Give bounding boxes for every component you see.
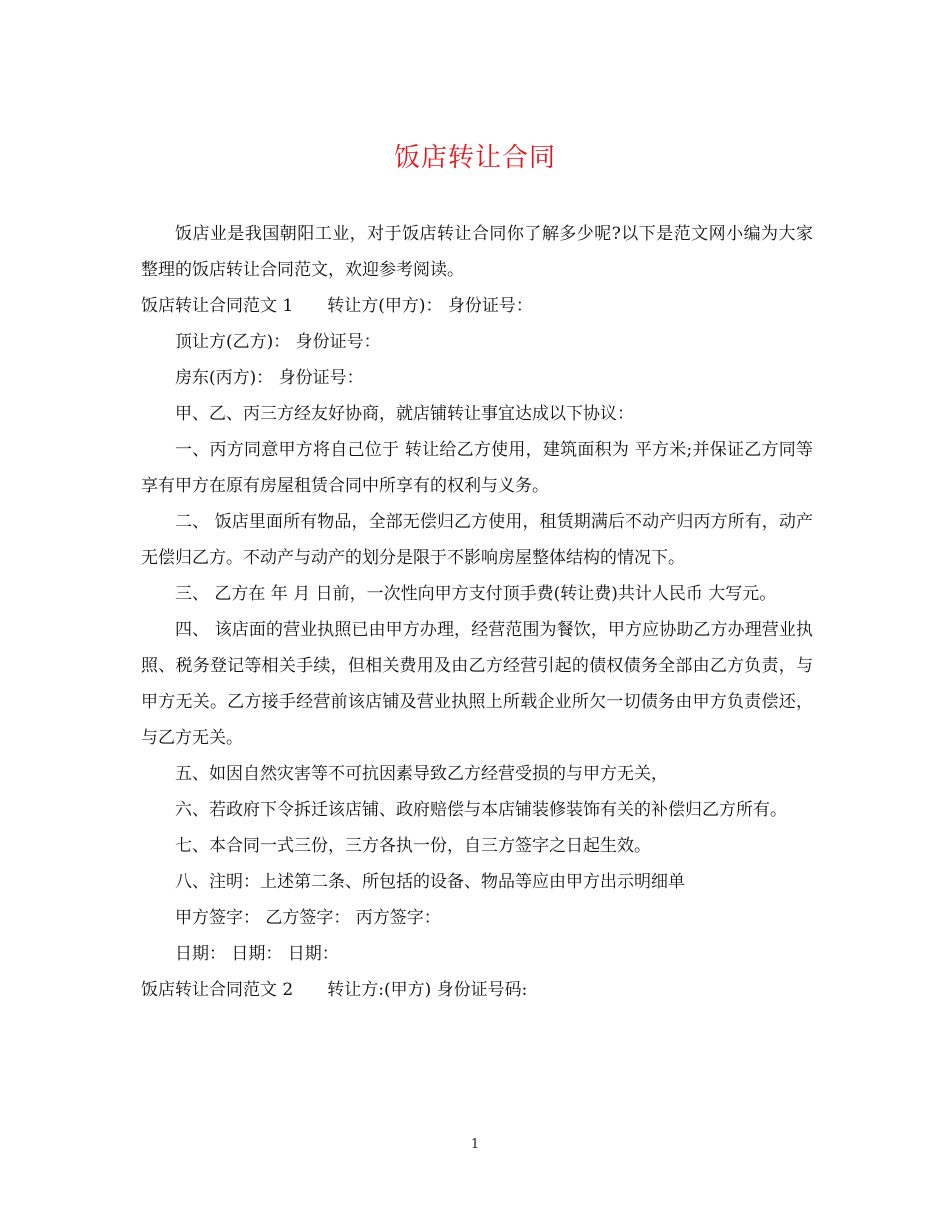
clause-7: 七、本合同一式三份，三方各执一份，自三方签字之日起生效。 bbox=[175, 836, 651, 856]
party-b-line: 顶让方(乙方)： 身份证号： bbox=[175, 332, 381, 352]
document-body bbox=[141, 216, 813, 1008]
intro-paragraph: 饭店业是我国朝阳工业，对于饭店转让合同你了解多少呢?以下是范文网小编为大家整理的饭店转让合同范文，欢迎参考阅读。 bbox=[141, 224, 813, 280]
clause-1: 一、丙方同意甲方将自己位于 转让给乙方使用，建筑面积为 平方米;并保证乙方同等享有甲方在原有房屋租赁合同中所享有的权利与义务。 bbox=[141, 440, 813, 496]
page-number: 1 bbox=[470, 1137, 480, 1152]
clause-2: 二、 饭店里面所有物品，全部无偿归乙方使用，租赁期满后不动产归丙方所有，动产无偿归乙方。不动产与动产的划分是限于不影响房屋整体结构的情况下。 bbox=[141, 512, 813, 568]
clause-6: 六、若政府下令拆迁该店铺、政府赔偿与本店铺装修装饰有关的补偿归乙方所有。 bbox=[175, 800, 787, 820]
document-title: 饭店转让合同 bbox=[393, 143, 556, 173]
sample2-party-a: 转让方:(甲方) 身份证号码: bbox=[327, 980, 528, 1000]
clause-3: 三、 乙方在 年 月 日前，一次性向甲方支付顶手费(转让费)共计人民币 大写元。 bbox=[175, 584, 777, 604]
sample1-line bbox=[141, 288, 813, 324]
clause-4: 四、 该店面的营业执照已由甲方办理，经营范围为餐饮，甲方应协助乙方办理营业执照、税务登记等相关手续，但相关费用及由乙方经营引起的债权债务全部由乙方负责，与甲方无关。乙方接手经营前该店铺及营业执照上所载企业所欠一切债务由甲方负责偿还，与乙方无关。 bbox=[141, 620, 813, 748]
sample2-line bbox=[141, 972, 813, 1008]
date-line: 日期： 日期： 日期： bbox=[175, 944, 339, 964]
sample2-heading: 饭店转让合同范文 2 bbox=[141, 980, 294, 1000]
sample1-party-a: 转让方(甲方)： 身份证号： bbox=[327, 296, 533, 316]
agreement-line: 甲、乙、丙三方经友好协商，就店铺转让事宜达成以下协议： bbox=[175, 404, 634, 424]
signature-line: 甲方签字： 乙方签字： 丙方签字： bbox=[175, 908, 441, 928]
sample1-heading: 饭店转让合同范文 1 bbox=[141, 296, 294, 316]
clause-5: 五、如因自然灾害等不可抗因素导致乙方经营受损的与甲方无关， bbox=[175, 764, 668, 784]
clause-8: 八、注明：上述第二条、所包括的设备、物品等应由甲方出示明细单 bbox=[175, 872, 685, 892]
party-c-line: 房东(丙方)： 身份证号： bbox=[175, 368, 364, 388]
